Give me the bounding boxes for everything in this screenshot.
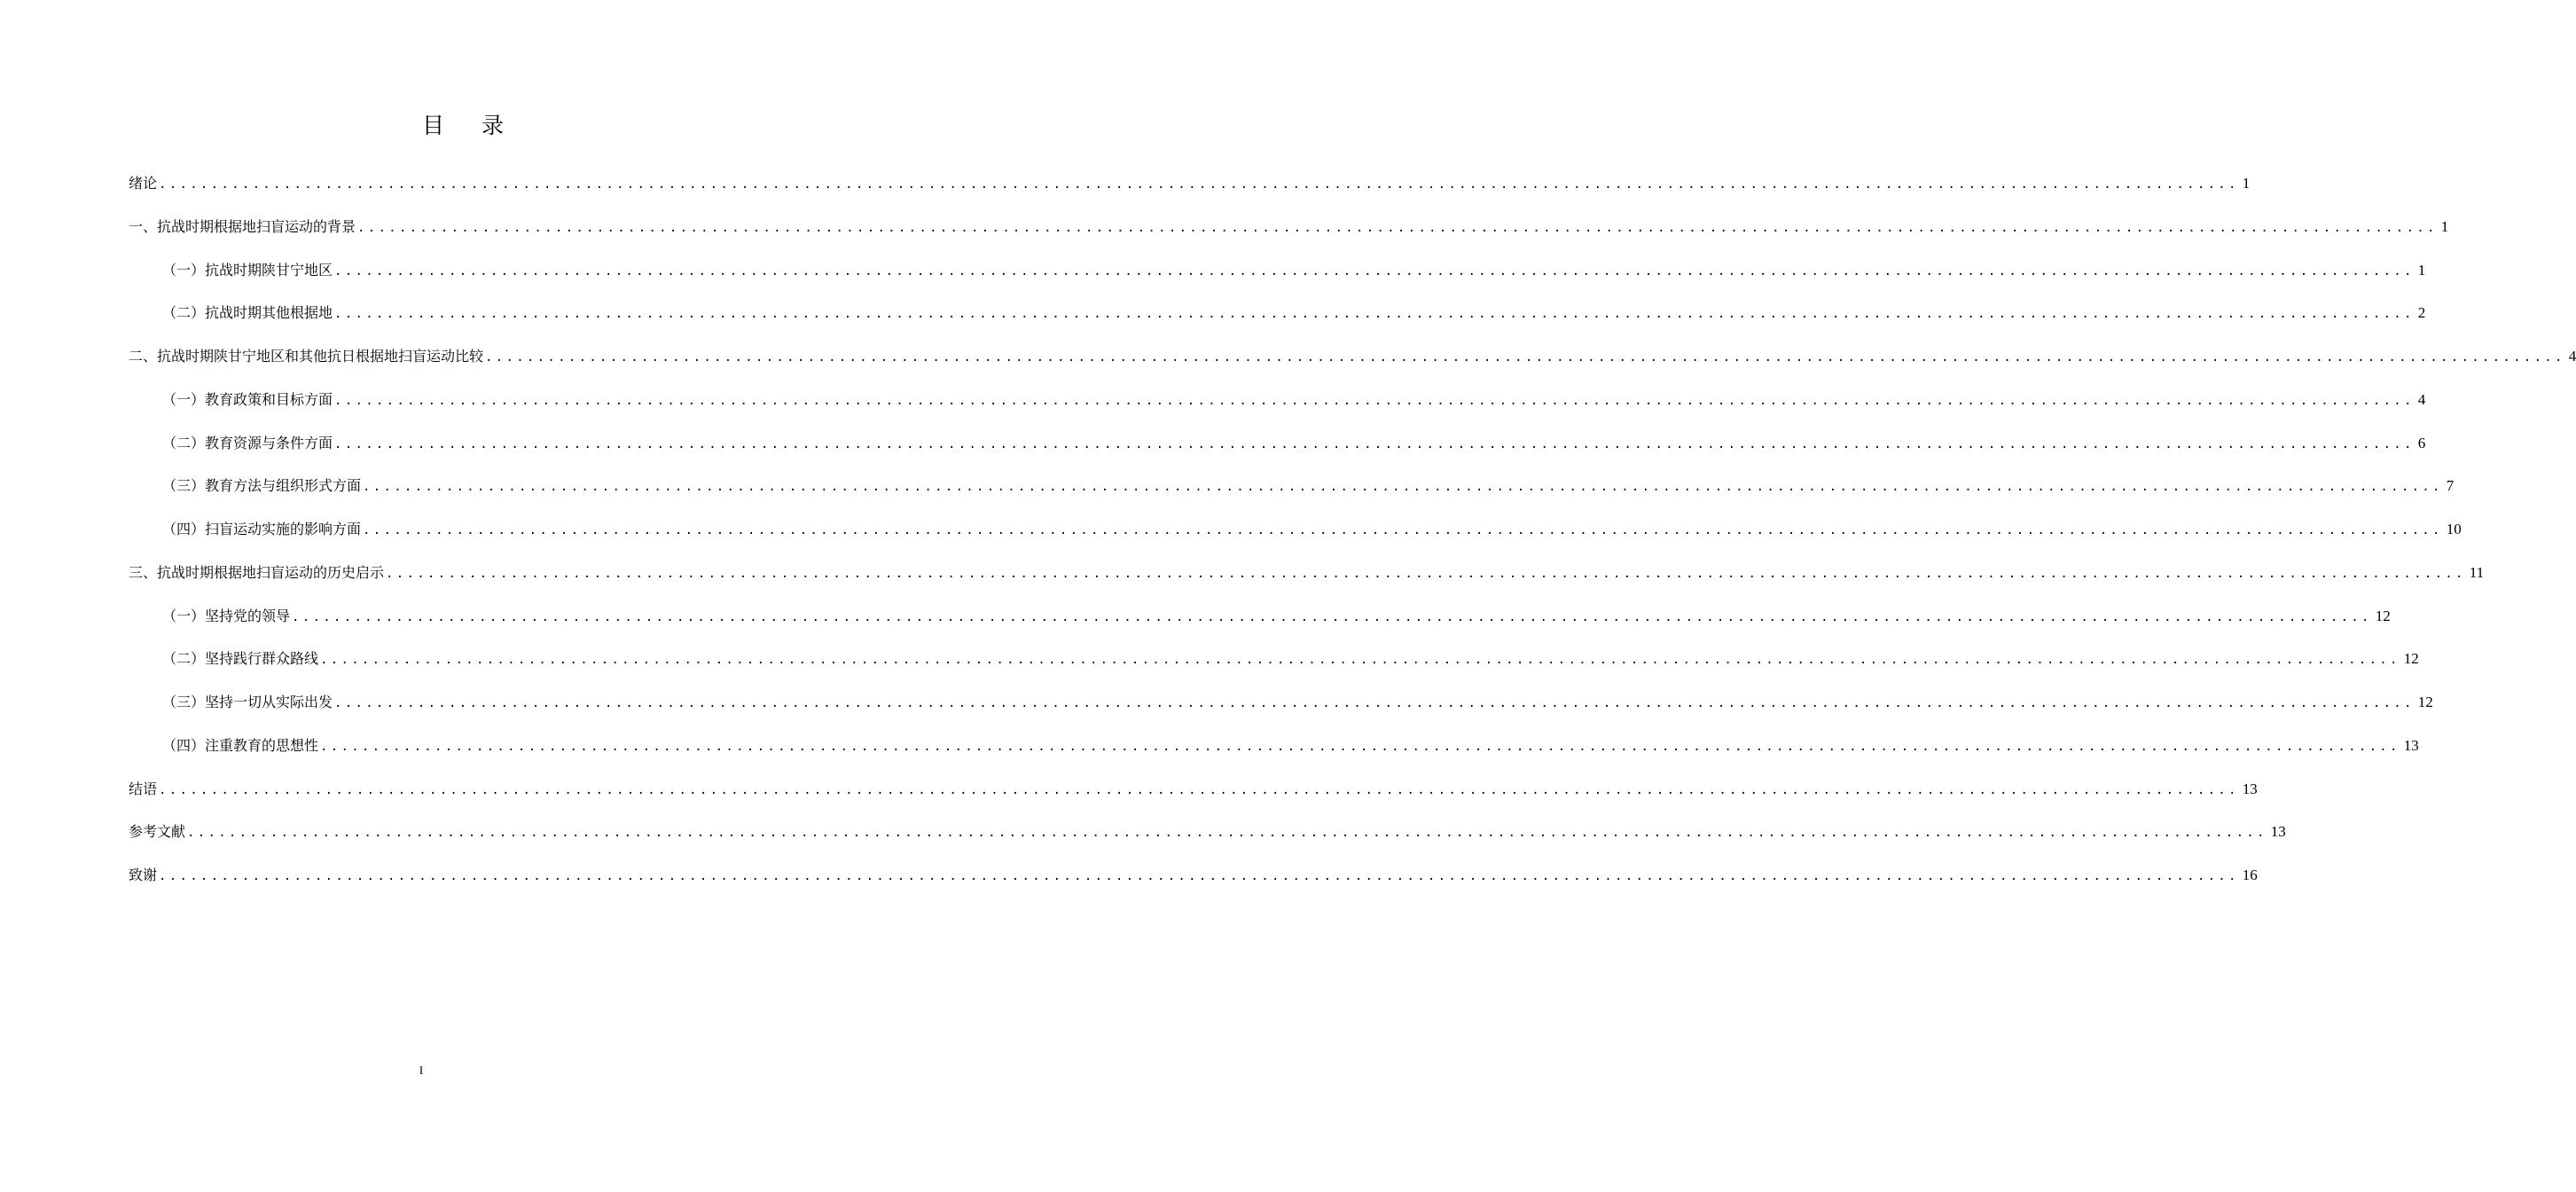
toc-entry-page: 4 xyxy=(2417,390,2426,408)
toc-entry-label: （四）注重教育的思想性 xyxy=(162,736,319,754)
toc-entry-page: 2 xyxy=(2417,304,2426,322)
toc-dot-leader: ........................................................................................................................................................................................................ xyxy=(334,393,2415,408)
toc-dot-leader: ........................................................................................................................................................................................................ xyxy=(363,523,2443,537)
toc-dot-leader: ........................................................................................................................................................................................................ xyxy=(159,177,2239,192)
toc-entry-page: 7 xyxy=(2446,477,2455,495)
toc-entry-page: 16 xyxy=(2242,867,2258,883)
toc-entry-page: 13 xyxy=(2270,823,2286,841)
toc-entry-label: （二）坚持践行群众路线 xyxy=(162,650,319,668)
toc-entry-page: 12 xyxy=(2417,694,2433,710)
toc-entry[interactable] xyxy=(129,258,2426,302)
toc-entry[interactable] xyxy=(129,820,2286,863)
toc-entry-page: 6 xyxy=(2417,434,2426,451)
toc-dot-leader: ........................................................................................................................................................................................................ xyxy=(320,739,2400,754)
toc-entry-label: 致谢 xyxy=(129,867,158,883)
toc-dot-leader: ........................................................................................................................................................................................................ xyxy=(357,220,2438,235)
toc-entry[interactable] xyxy=(129,561,2485,604)
toc-entry-label: （四）扫盲运动实施的影响方面 xyxy=(162,521,362,537)
toc-entry[interactable] xyxy=(129,517,2462,561)
page-number: I xyxy=(419,1063,424,1077)
toc-entry-label: 二、抗战时期陕甘宁地区和其他抗日根据地扫盲运动比较 xyxy=(129,348,484,365)
toc-dot-leader: ........................................................................................................................................................................................................ xyxy=(386,566,2466,581)
toc-entry-label: 一、抗战时期根据地扫盲运动的背景 xyxy=(129,217,356,235)
page-title: 目录 xyxy=(421,113,541,138)
toc-entry-label: （一）坚持党的领导 xyxy=(162,607,291,624)
toc-dot-leader: ........................................................................................................................................................................................................ xyxy=(159,782,2239,797)
toc-dot-leader: ........................................................................................................................................................................................................ xyxy=(334,307,2415,322)
toc-entry-page: 13 xyxy=(2403,736,2419,754)
toc-dot-leader: ........................................................................................................................................................................................................ xyxy=(334,263,2415,278)
toc-entry[interactable] xyxy=(129,690,2433,733)
toc-entry[interactable] xyxy=(129,171,2251,215)
toc-dot-leader: ........................................................................................................................................................................................................ xyxy=(334,436,2415,451)
toc-entry-label: （一）抗战时期陕甘宁地区 xyxy=(162,261,333,278)
toc-entry[interactable] xyxy=(129,863,2258,906)
toc-entry-label: （三）坚持一切从实际出发 xyxy=(162,694,333,710)
toc-dot-leader: ........................................................................................................................................................................................................ xyxy=(187,826,2267,841)
toc-dot-leader: ........................................................................................................................................................................................................ xyxy=(363,480,2443,495)
toc-entry-page: 1 xyxy=(2440,217,2449,235)
table-of-contents xyxy=(129,171,2576,906)
toc-entry-page: 12 xyxy=(2375,607,2391,624)
toc-entry-page: 13 xyxy=(2242,780,2258,797)
toc-entry-page: 1 xyxy=(2417,261,2426,278)
toc-dot-leader: ........................................................................................................................................................................................................ xyxy=(485,350,2565,365)
toc-dot-leader: ........................................................................................................................................................................................................ xyxy=(159,869,2239,883)
toc-entry[interactable] xyxy=(129,344,2576,388)
toc-entry[interactable] xyxy=(129,777,2258,820)
toc-entry-page: 11 xyxy=(2469,563,2485,581)
toc-entry-page: 12 xyxy=(2403,650,2419,668)
toc-entry-page: 1 xyxy=(2242,175,2251,192)
toc-entry[interactable] xyxy=(129,431,2426,474)
toc-entry-label: （三）教育方法与组织形式方面 xyxy=(162,477,362,495)
toc-entry[interactable] xyxy=(129,301,2426,344)
toc-entry-label: 绪论 xyxy=(129,175,158,192)
toc-entry-page: 10 xyxy=(2446,521,2462,537)
toc-entry[interactable] xyxy=(129,474,2455,517)
toc-dot-leader: ........................................................................................................................................................................................................ xyxy=(334,696,2415,710)
toc-entry-page: 4 xyxy=(2568,348,2576,365)
toc-entry-label: 参考文献 xyxy=(129,823,186,841)
toc-entry[interactable] xyxy=(129,647,2419,690)
toc-dot-leader: ........................................................................................................................................................................................................ xyxy=(292,609,2372,624)
toc-dot-leader: ........................................................................................................................................................................................................ xyxy=(320,653,2400,668)
toc-entry-label: （二）抗战时期其他根据地 xyxy=(162,304,333,322)
toc-entry-label: （二）教育资源与条件方面 xyxy=(162,434,333,451)
toc-entry[interactable] xyxy=(129,215,2449,258)
toc-entry[interactable] xyxy=(129,733,2419,777)
toc-entry-label: （一）教育政策和目标方面 xyxy=(162,390,333,408)
toc-entry-label: 结语 xyxy=(129,780,158,797)
toc-entry[interactable] xyxy=(129,604,2391,647)
toc-entry-label: 三、抗战时期根据地扫盲运动的历史启示 xyxy=(129,563,385,581)
toc-entry[interactable] xyxy=(129,388,2426,431)
